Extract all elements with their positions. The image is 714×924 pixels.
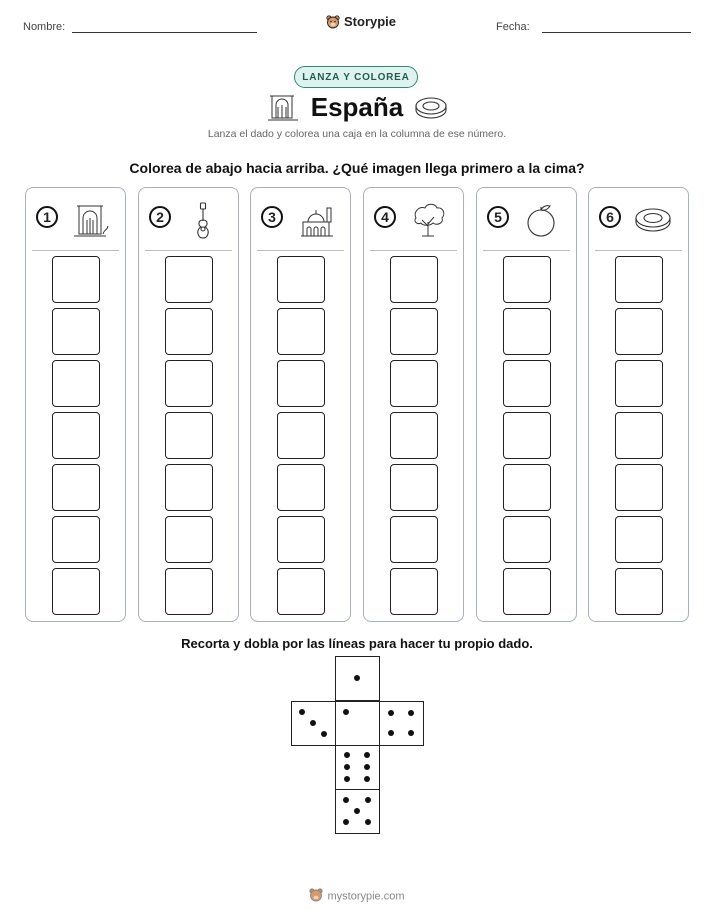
color-box[interactable] xyxy=(52,464,100,511)
color-box[interactable] xyxy=(390,256,438,303)
color-box[interactable] xyxy=(615,308,663,355)
orange-icon xyxy=(521,200,561,240)
color-box[interactable] xyxy=(165,464,213,511)
date-line[interactable] xyxy=(542,32,691,33)
color-box[interactable] xyxy=(503,464,551,511)
color-box[interactable] xyxy=(277,412,325,459)
column-header xyxy=(477,188,576,250)
column-number: 4 xyxy=(374,206,396,228)
color-box[interactable] xyxy=(52,256,100,303)
column-4 xyxy=(363,187,464,622)
color-box[interactable] xyxy=(277,256,325,303)
mosque-icon xyxy=(295,200,335,240)
color-box[interactable] xyxy=(277,308,325,355)
column-6 xyxy=(588,187,689,622)
column-divider xyxy=(483,250,570,251)
die-face-six xyxy=(335,745,380,790)
color-box[interactable] xyxy=(503,568,551,615)
page-subtitle: Lanza el dado y colorea una caja en la columna de ese número. xyxy=(207,128,507,140)
bullring-icon-title xyxy=(414,95,448,119)
column-number: 3 xyxy=(261,206,283,228)
color-box[interactable] xyxy=(503,412,551,459)
guitar-icon xyxy=(183,200,223,240)
bear-icon xyxy=(309,888,323,905)
color-box[interactable] xyxy=(390,360,438,407)
color-box[interactable] xyxy=(615,464,663,511)
column-header xyxy=(139,188,238,250)
name-label: Nombre: xyxy=(23,21,66,33)
column-header xyxy=(251,188,350,250)
color-box[interactable] xyxy=(277,516,325,563)
brand-logo xyxy=(326,14,396,29)
color-box[interactable] xyxy=(52,412,100,459)
color-box[interactable] xyxy=(277,360,325,407)
color-box[interactable] xyxy=(52,568,100,615)
color-box[interactable] xyxy=(165,568,213,615)
color-box[interactable] xyxy=(52,516,100,563)
die-face-four xyxy=(379,701,424,746)
color-box[interactable] xyxy=(503,516,551,563)
color-box[interactable] xyxy=(390,464,438,511)
column-number: 5 xyxy=(487,206,509,228)
activity-badge: LANZA Y COLOREA xyxy=(294,66,418,88)
color-box[interactable] xyxy=(615,360,663,407)
date-label: Fecha: xyxy=(496,21,530,33)
column-divider xyxy=(32,250,119,251)
column-header xyxy=(364,188,463,250)
column-divider xyxy=(257,250,344,251)
gate-icon xyxy=(70,200,110,240)
die-face-three xyxy=(291,701,336,746)
tree-icon xyxy=(408,200,448,240)
column-divider xyxy=(595,250,682,251)
column-divider xyxy=(370,250,457,251)
column-1 xyxy=(25,187,126,622)
color-box[interactable] xyxy=(165,412,213,459)
die-face-one xyxy=(335,656,380,701)
column-header xyxy=(589,188,688,250)
color-box[interactable] xyxy=(615,568,663,615)
color-box[interactable] xyxy=(503,308,551,355)
dice-instruction: Recorta y dobla por las líneas para hacer tu propio dado. xyxy=(181,636,533,651)
color-box[interactable] xyxy=(615,516,663,563)
die-face-five xyxy=(335,789,380,834)
column-number: 1 xyxy=(36,206,58,228)
page-title: España xyxy=(310,92,404,122)
column-header xyxy=(26,188,125,250)
color-box[interactable] xyxy=(390,412,438,459)
column-number: 2 xyxy=(149,206,171,228)
footer xyxy=(0,888,714,905)
color-box[interactable] xyxy=(277,568,325,615)
color-box[interactable] xyxy=(165,256,213,303)
bullring-icon xyxy=(633,200,673,240)
color-box[interactable] xyxy=(277,464,325,511)
color-box[interactable] xyxy=(503,360,551,407)
footer-url[interactable]: mystorypie.com xyxy=(327,890,405,903)
bear-icon xyxy=(326,15,340,29)
name-line[interactable] xyxy=(72,32,257,33)
color-box[interactable] xyxy=(390,516,438,563)
column-3 xyxy=(250,187,351,622)
color-box[interactable] xyxy=(165,308,213,355)
column-5 xyxy=(476,187,577,622)
brand-name: Storypie xyxy=(344,14,397,29)
color-box[interactable] xyxy=(503,256,551,303)
color-box[interactable] xyxy=(165,360,213,407)
column-number: 6 xyxy=(599,206,621,228)
column-2 xyxy=(138,187,239,622)
die-face-one-center xyxy=(335,701,380,746)
column-divider xyxy=(145,250,232,251)
color-box[interactable] xyxy=(52,360,100,407)
color-box[interactable] xyxy=(52,308,100,355)
color-box[interactable] xyxy=(165,516,213,563)
color-box[interactable] xyxy=(390,308,438,355)
instruction-text: Colorea de abajo hacia arriba. ¿Qué imagen llega primero a la cima? xyxy=(129,160,585,176)
color-box[interactable] xyxy=(615,412,663,459)
color-box[interactable] xyxy=(615,256,663,303)
color-box[interactable] xyxy=(390,568,438,615)
